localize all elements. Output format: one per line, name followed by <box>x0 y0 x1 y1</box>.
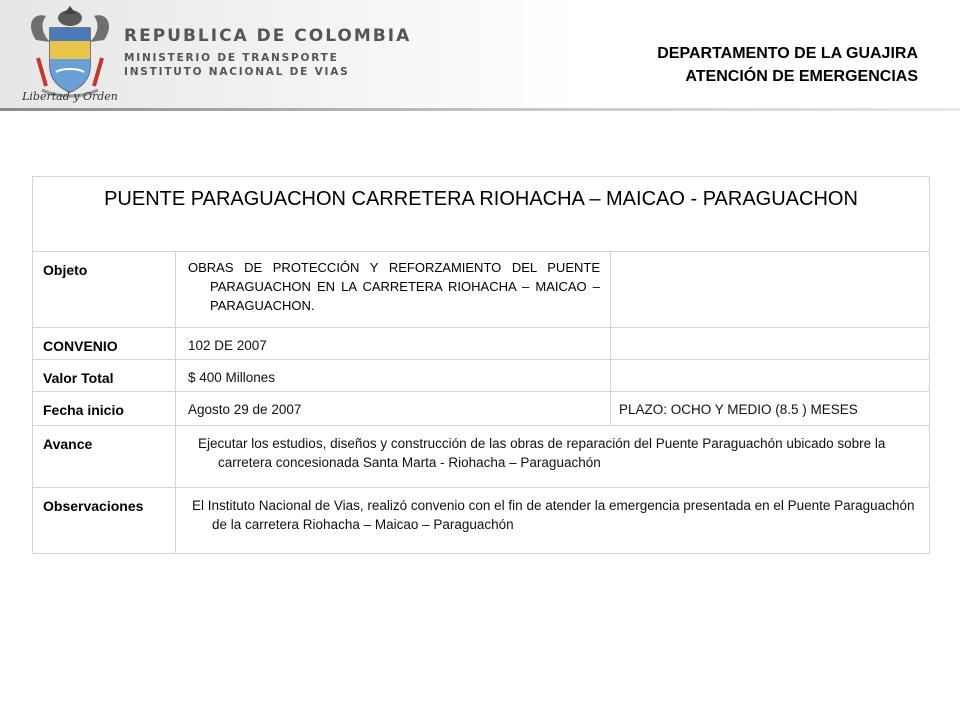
institute-name: INSTITUTO NACIONAL DE VIAS <box>124 66 350 78</box>
table-row <box>33 360 930 392</box>
seal-motto: Libertad y Orden <box>22 90 118 103</box>
ministry-name: MINISTERIO DE TRANSPORTE <box>124 52 339 64</box>
table-title-row <box>33 177 930 252</box>
valor-total-value: $ 400 Millones <box>176 360 611 392</box>
objeto-value: OBRAS DE PROTECCIÓN Y REFORZAMIENTO DEL PUENTE PARAGUACHON EN LA CARRETERA RIOHACHA – MAICAO – PARAGUACHON. <box>176 252 611 328</box>
row-label: Observaciones <box>33 488 176 554</box>
row-label: Valor Total <box>33 360 176 392</box>
project-title: PUENTE PARAGUACHON CARRETERA RIOHACHA – MAICAO - PARAGUACHON <box>33 177 930 252</box>
row-label: Avance <box>33 426 176 488</box>
table-row <box>33 392 930 426</box>
department-name: DEPARTAMENTO DE LA GUAJIRA <box>657 45 918 62</box>
table-row <box>33 488 930 554</box>
row-label: Objeto <box>33 252 176 328</box>
government-name: REPUBLICA DE COLOMBIA <box>124 26 412 46</box>
empty-cell <box>611 328 930 360</box>
empty-cell <box>611 360 930 392</box>
row-label: CONVENIO <box>33 328 176 360</box>
convenio-value: 102 DE 2007 <box>176 328 611 360</box>
avance-value: Ejecutar los estudios, diseños y construcción de las obras de reparación del Puente Paraguachón ubicado sobre la carretera concesionada Santa Marta - Riohacha – Paraguachón <box>176 426 930 488</box>
plazo-value: PLAZO: OCHO Y MEDIO (8.5 ) MESES <box>611 392 930 426</box>
observaciones-value: El Instituto Nacional de Vias, realizó convenio con el fin de atender la emergencia presentada en el Puente Paraguachón de la carretera Riohacha – Maicao – Paraguachón <box>176 488 930 554</box>
fecha-inicio-value: Agosto 29 de 2007 <box>176 392 611 426</box>
table-row <box>33 328 930 360</box>
department-heading <box>657 42 918 88</box>
row-label: Fecha inicio <box>33 392 176 426</box>
emergency-subtitle: ATENCIÓN DE EMERGENCIAS <box>685 68 918 85</box>
project-table <box>32 176 930 554</box>
table-row <box>33 426 930 488</box>
empty-cell <box>611 252 930 328</box>
header-divider <box>0 108 960 111</box>
table-row <box>33 252 930 328</box>
